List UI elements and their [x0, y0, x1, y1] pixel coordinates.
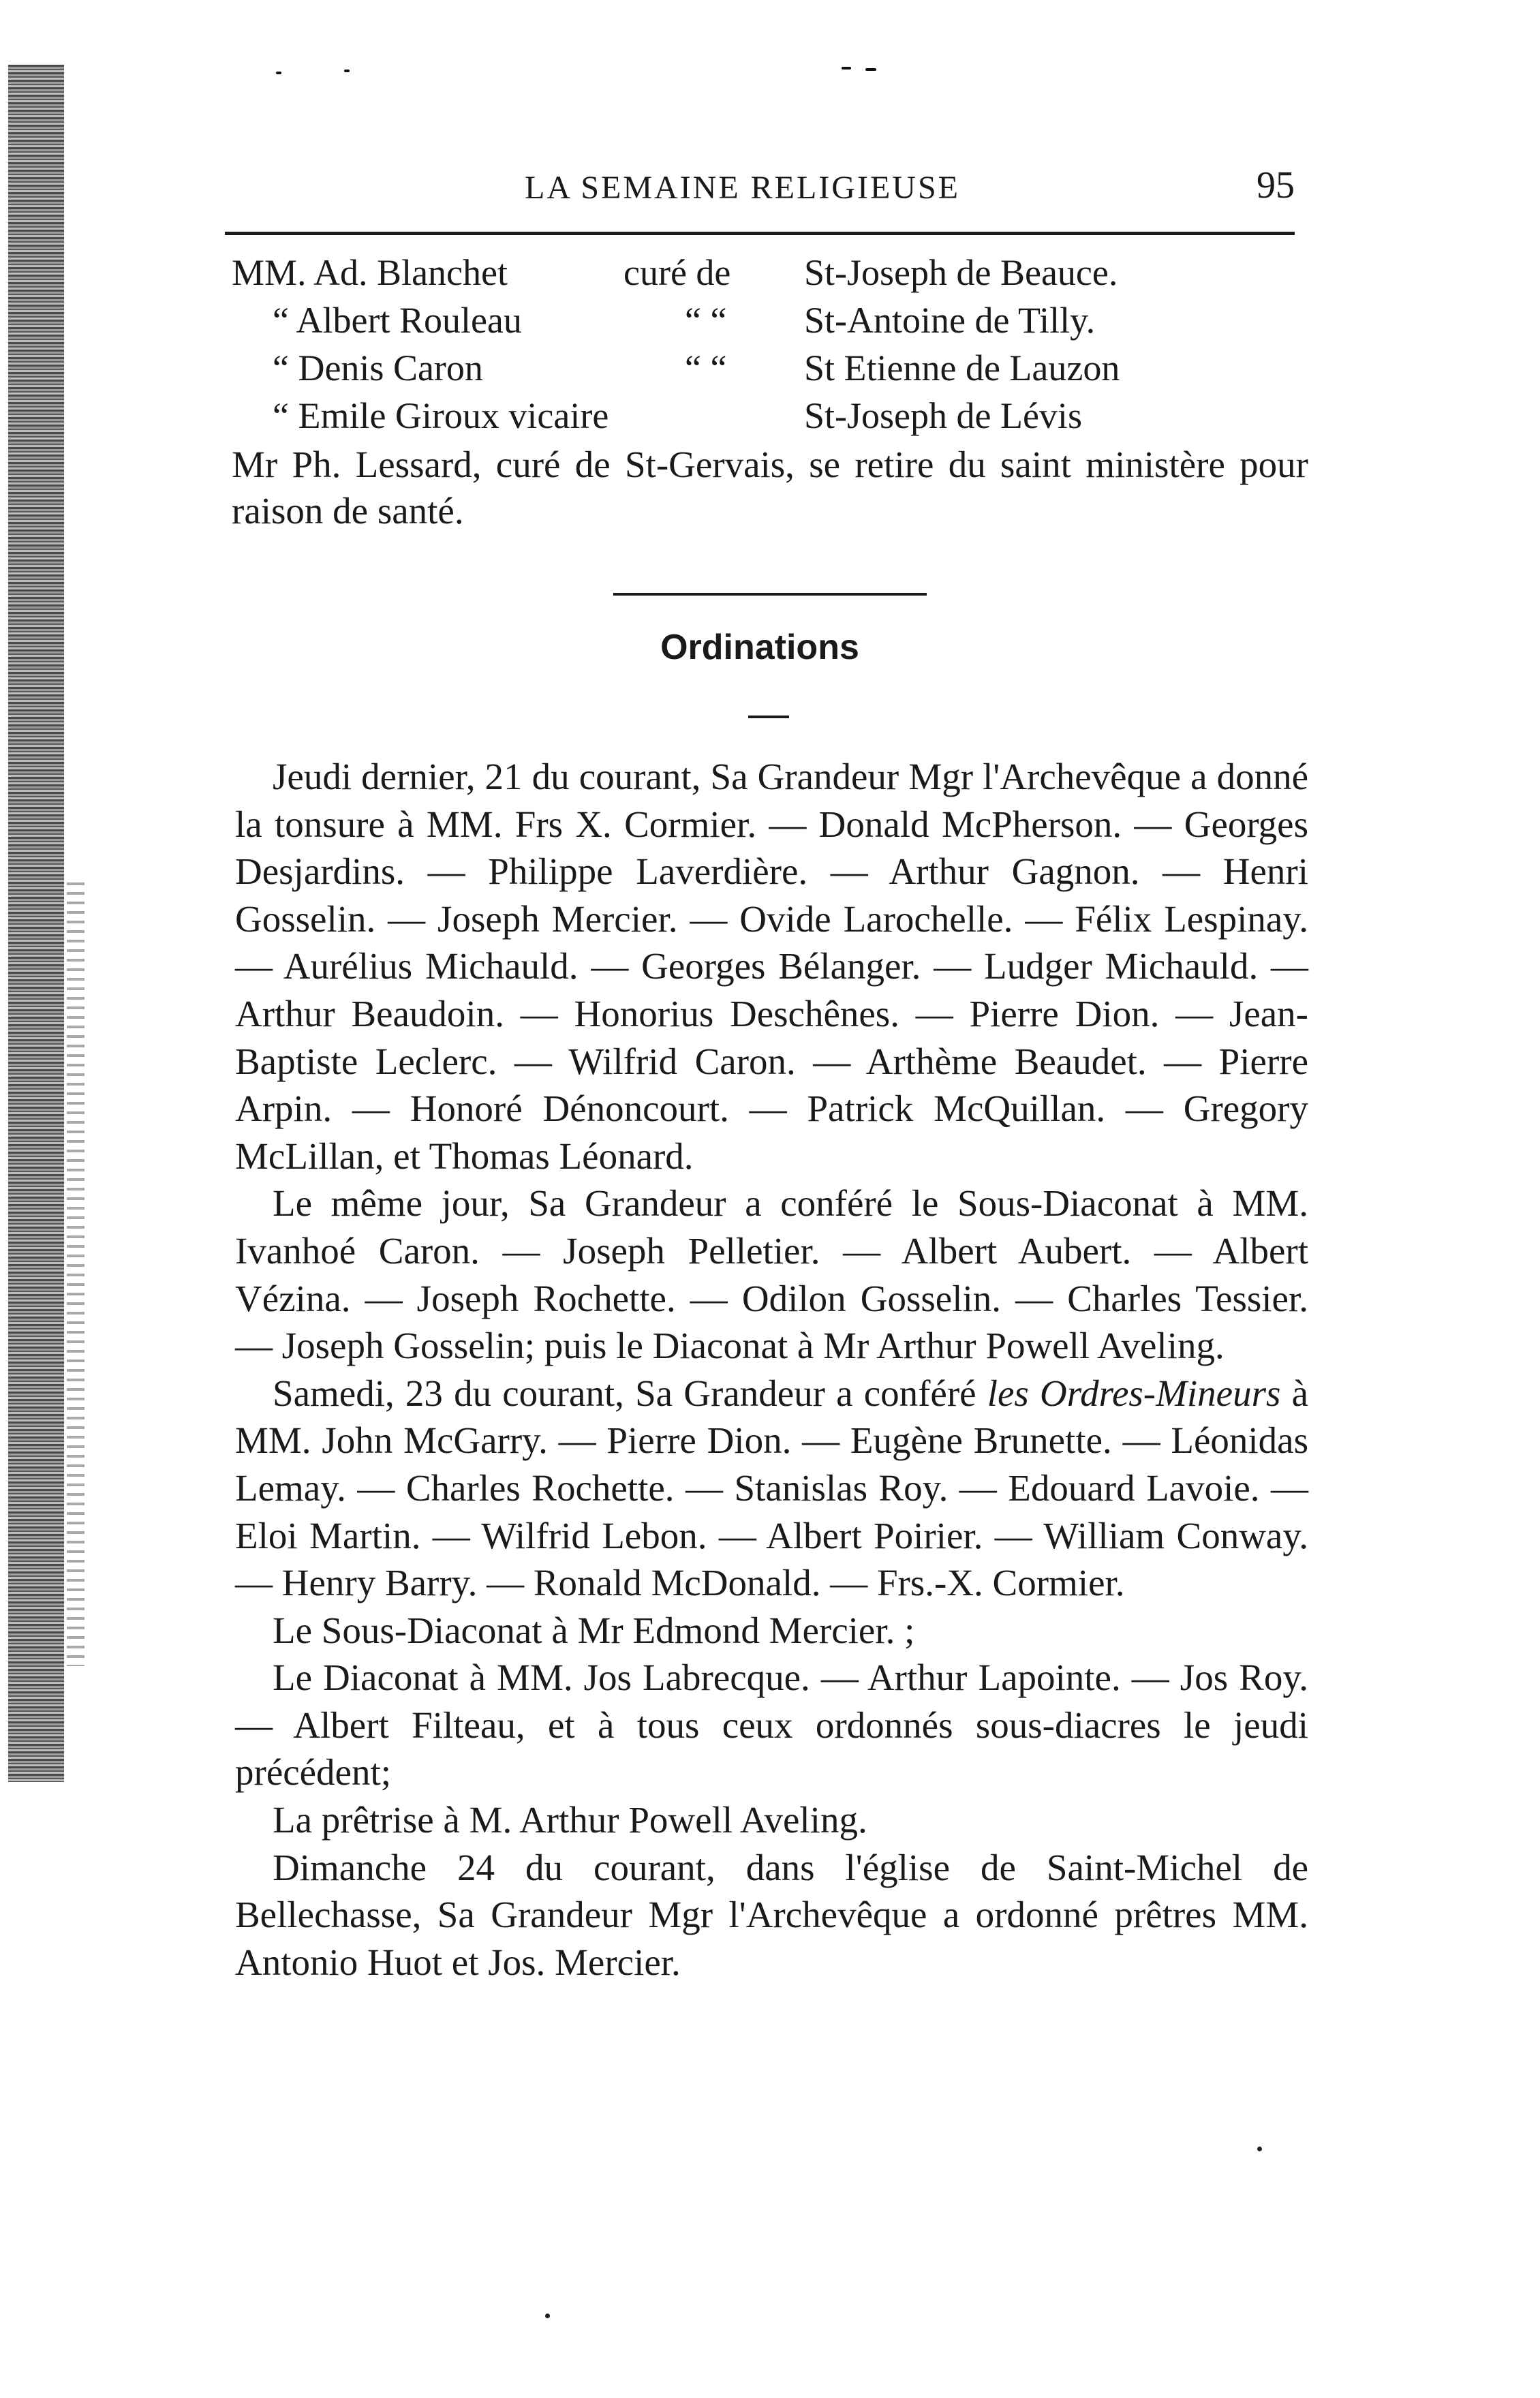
page-number: 95	[1257, 164, 1295, 206]
appointment-title: “ “	[685, 300, 727, 341]
title-dash	[748, 716, 789, 718]
appointment-row	[232, 296, 1295, 344]
appointment-name: “ Denis Caron	[273, 348, 483, 388]
appointment-row	[232, 249, 1295, 296]
print-speck	[545, 2314, 550, 2318]
print-speck	[1257, 2147, 1262, 2151]
appointment-name: MM. Ad. Blanchet	[232, 252, 508, 293]
appointment-place: St-Antoine de Tilly.	[804, 300, 1096, 341]
appointment-row	[232, 392, 1295, 440]
page-header	[225, 164, 1295, 225]
header-rule	[225, 232, 1295, 235]
paragraph-subdiaconate: Le même jour, Sa Grandeur a conféré le Sous-Diaconat à MM. Ivanhoé Caron. — Joseph Pelletier. — Albert Aubert. — Albert Vézina. — Joseph Rochette. — Odilon Gosselin. — Charles Tessier. — Joseph Gosselin; puis le Diaconat à Mr Arthur Powell Aveling.	[235, 1182, 1308, 1367]
appointment-name: “ Emile Giroux vicaire	[273, 395, 609, 436]
appointment-place: St-Joseph de Lévis	[804, 395, 1082, 436]
retirement-text: Mr Ph. Lessard, curé de St-Gervais, se retire du saint ministère pour raison de santé.	[232, 444, 1308, 532]
paragraph-priesthood: La prêtrise à M. Arthur Powell Aveling.	[273, 1799, 867, 1841]
appointment-name: “ Albert Rouleau	[273, 300, 522, 341]
page-binding-edge	[8, 65, 64, 1782]
print-speck	[865, 68, 876, 71]
paragraph-minor-orders-italic: les Ordres-Mineurs	[987, 1372, 1281, 1414]
retirement-note	[232, 442, 1308, 534]
appointment-title: curé de	[623, 252, 731, 293]
paragraph-subdiaconate-2: Le Sous-Diaconat à Mr Edmond Mercier. ;	[273, 1609, 915, 1651]
section-title: Ordinations	[660, 628, 859, 667]
print-speck	[842, 67, 851, 70]
print-speck	[344, 70, 350, 72]
paragraph-tonsure: Jeudi dernier, 21 du courant, Sa Grandeur Mgr l'Archevêque a donné la tonsure à MM. Frs X. Cormier. — Donald McPherson. — Georges Desjardins. — Philippe Laverdière. — Arthur Gagnon. — Henri Gosselin. — Joseph Mercier. — Ovide Larochelle. — Félix Lespinay. — Aurélius Michauld. — Georges Bélanger. — Ludger Michauld. — Arthur Beaudoin. — Honorius Deschênes. — Pierre Dion. — Jean-Baptiste Leclerc. — Wilfrid Caron. — Arthème Beaudet. — Pierre Arpin. — Honoré Dénoncourt. — Patrick McQuillan. — Gregory McLillan, et Thomas Léonard.	[235, 756, 1308, 1177]
appointment-place: St-Joseph de Beauce.	[804, 252, 1118, 293]
running-title: LA SEMAINE RELIGIEUSE	[525, 170, 960, 206]
paragraph-sunday-ordination: Dimanche 24 du courant, dans l'église de Saint-Michel de Bellechasse, Sa Grandeur Mgr l'Archevêque a ordonné prêtres MM. Antonio Huot et Jos. Mercier.	[235, 1846, 1308, 1983]
paragraph-minor-orders-start: Samedi, 23 du courant, Sa Grandeur a conféré	[273, 1372, 987, 1414]
ordinations-body	[235, 753, 1308, 1986]
paragraph-minor-orders	[235, 1370, 1308, 1607]
section-divider	[613, 593, 927, 596]
print-speck	[276, 72, 281, 74]
appointments-list	[232, 249, 1295, 440]
appointment-place: St Etienne de Lauzon	[804, 348, 1120, 388]
paragraph-minor-orders-end: à MM. John McGarry. — Pierre Dion. — Eugène Brunette. — Léonidas Lemay. — Charles Rochette. — Stanislas Roy. — Edouard Lavoie. — Eloi Martin. — Wilfrid Lebon. — Albert Poirier. — William Conway. — Henry Barry. — Ronald McDonald. — Frs.-X. Cormier.	[235, 1372, 1308, 1604]
appointment-title: “ “	[685, 348, 727, 388]
paragraph-diaconate: Le Diaconat à MM. Jos Labrecque. — Arthur Lapointe. — Jos Roy. — Albert Filteau, et à tous ceux ordonnés sous-diacres le jeudi précédent;	[235, 1657, 1308, 1794]
appointment-row	[232, 344, 1295, 392]
